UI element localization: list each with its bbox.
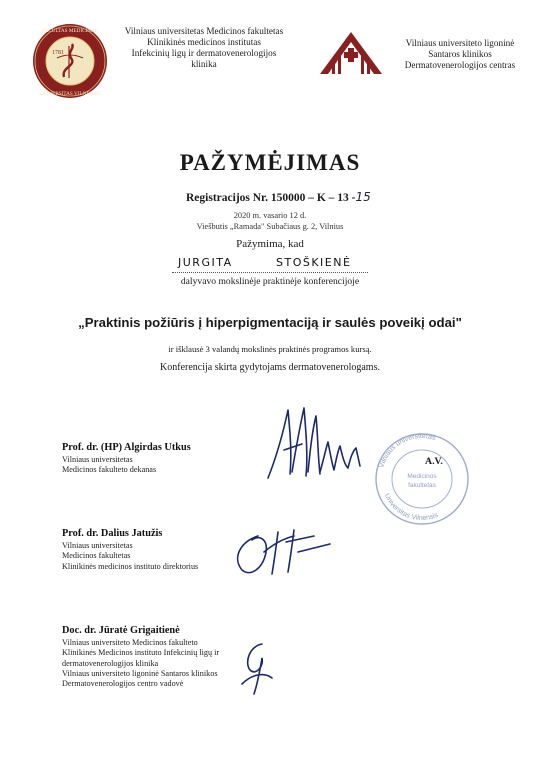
- header-right-line: Santaros klinikos: [428, 49, 492, 59]
- certify-text: Pažymima, kad: [236, 238, 304, 250]
- signature-head-of-centre: [236, 636, 278, 700]
- header-right-line: Vilniaus universiteto ligoninė: [405, 38, 515, 48]
- certificate-title: PAŽYMĖJIMAS: [179, 150, 361, 175]
- event-date: 2020 m. vasario 12 d.: [233, 211, 307, 220]
- signatory-line: Klinikinės Medicinos instituto Infekcinių ligų ir: [62, 648, 220, 658]
- header-left-line: Infekcinių ligų ir dermatovenerologijos: [131, 48, 277, 58]
- participant-first-name: JURGITA: [178, 256, 233, 269]
- signatory-line: Vilniaus universiteto ligoninė Santaros klinikos: [62, 668, 218, 678]
- signatory-line: Medicinos fakultetas: [62, 551, 131, 561]
- registration-number: [186, 190, 371, 204]
- signatory-line: Dermatovenerologijos centro vadovė: [62, 679, 184, 689]
- signatory-line: Vilniaus universiteto Medicinos fakulteto: [62, 638, 198, 647]
- signatory-line: Medicinos fakulteto dekanas: [62, 465, 157, 475]
- header-left-line: klinika: [191, 59, 217, 69]
- registration-handwritten-suffix: 15: [355, 190, 371, 204]
- signatory-director: [62, 527, 198, 572]
- header-left-line: Klinikinės medicinos institutas: [147, 37, 261, 47]
- participant-last-name: STOŠKIENĖ: [276, 256, 352, 269]
- header-left-line: Vilniaus universitetas Medicinos fakultetas: [124, 26, 284, 36]
- signatory-line: Klinikinės medicinos instituto direktorius: [62, 561, 199, 571]
- signature-director: [228, 522, 338, 580]
- signatory-line: dermatovenerologijos klinika: [62, 658, 159, 668]
- signature-dean: [262, 402, 374, 486]
- official-stamp: [368, 428, 476, 528]
- seal-year: 1781: [52, 50, 64, 56]
- header-right-institution: [392, 38, 528, 71]
- participation-text: dalyvavo mokslinėje praktinėje konferencijoje: [180, 276, 360, 287]
- svg-text:Medicinos: Medicinos: [407, 473, 437, 480]
- svg-text:Vilniaus universitetas: Vilniaus universitetas: [378, 432, 437, 469]
- participant-name-line: [172, 254, 368, 273]
- signatory-line: Vilniaus universitetas: [62, 541, 133, 550]
- signatory-line: Vilniaus universitetas: [62, 455, 133, 464]
- svg-text:UNIVERSITAS VILNENSIS: UNIVERSITAS VILNENSIS: [39, 91, 101, 97]
- signatory-name: Prof. dr. Dalius Jatužis: [62, 528, 163, 539]
- hospital-logo: [318, 30, 384, 76]
- signatory-head-of-centre: [62, 624, 219, 689]
- svg-text:Universitas Vilnensis: Universitas Vilnensis: [382, 492, 440, 523]
- audience-text: Konferencija skirta gydytojams dermatovenerologams.: [160, 362, 380, 373]
- signatory-dean: [62, 441, 191, 476]
- svg-text:fakultetas: fakultetas: [408, 482, 436, 489]
- header-right-line: Dermatovenerologijos centras: [404, 60, 516, 70]
- registration-prefix: Registracijos Nr. 150000 – K – 13 -: [186, 192, 356, 204]
- signatory-name: Doc. dr. Jūratė Grigaitienė: [62, 625, 180, 636]
- university-seal-logo: [31, 22, 109, 100]
- stamp-place-label: A.V.: [425, 456, 443, 467]
- course-completed-text: ir išklausė 3 valandų mokslinės praktinės programos kursą.: [168, 344, 372, 354]
- conference-topic: „Praktinis požiūris į hiperpigmentaciją ir saulės poveikį odai": [78, 315, 462, 330]
- svg-text:FACULTAS MEDICINAE: FACULTAS MEDICINAE: [42, 28, 98, 34]
- signatory-name: Prof. dr. (HP) Algirdas Utkus: [62, 442, 191, 453]
- header-left-institution: [108, 26, 300, 70]
- event-venue: Viešbutis „Ramada" Subačiaus g. 2, Vilnius: [196, 222, 344, 231]
